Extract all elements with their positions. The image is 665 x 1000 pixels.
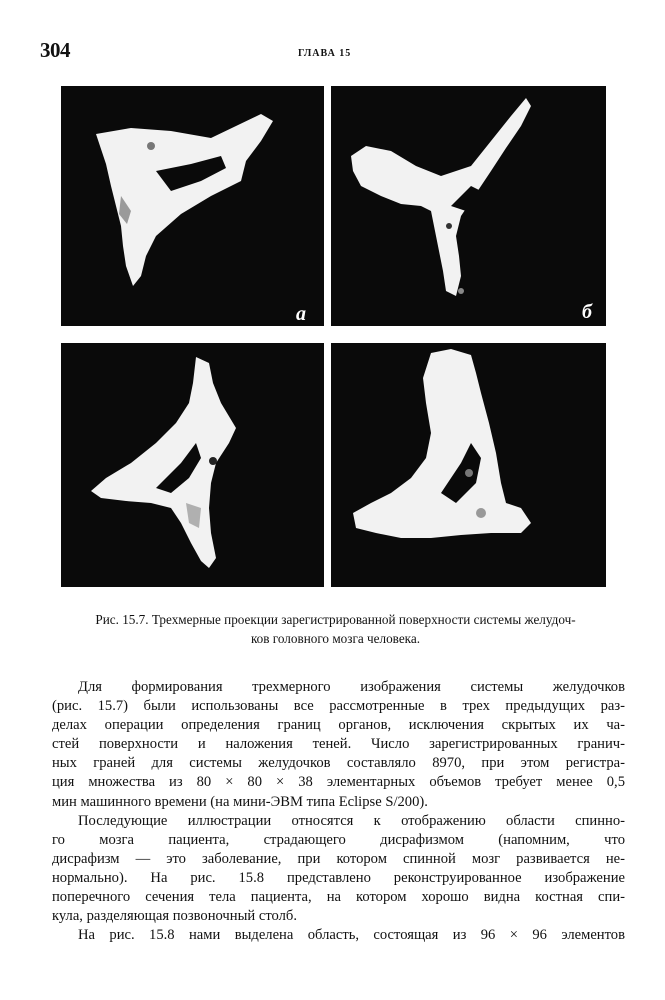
text-line: Последующие иллюстрации относятся к отображению области спинно- [78,812,625,829]
text-line: стей поверхности и наложения теней. Число зарегистрированных гранич- [52,736,625,753]
text-line: нормально). На рис. 15.8 представлено реконструированное изображение [52,869,625,886]
text-line: Для формирования трехмерного изображения системы желудочков [78,679,625,695]
caption-line: ков головного мозга человека. [250,631,421,646]
text-line: ция множества из 80 × 80 × 38 элементарных объемов требует менее 0,5 [52,774,625,791]
page-number: 304 [40,38,70,62]
paragraph [52,926,625,945]
figure-caption [48,610,623,648]
ventricle-projection-image [331,86,606,326]
text-line: дисрафизм — это заболевание, при котором спинной мозг развивается не- [52,850,625,867]
text-line: кула, разделяющая позвоночный столб. [52,908,297,925]
text-line: На рис. 15.8 нами выделена область, состоящая из 96 × 96 элементов [78,927,625,944]
panel-label-a: а [296,303,306,325]
text-line: поперечного сечения тела пациента, на котором хорошо видна костная спи- [52,889,625,906]
paragraph [52,678,625,812]
text-line: го мозга пациента, страдающего дисрафизмом (напомним, что [52,831,625,848]
figure-panel-d [331,343,606,587]
paragraph [52,812,625,927]
panel-label-b: б [582,301,592,323]
text-line: делах операции определения границ органов, исключения скрытых их ча- [52,717,625,734]
figure-panel-c [61,343,324,587]
ventricle-projection-image [331,343,606,587]
body-text [52,678,625,945]
ventricle-projection-image [61,86,324,326]
figure-panel-a [61,86,324,326]
text-line: ных граней для системы желудочков составляло 8970, при этом регистра- [52,755,625,772]
text-line: (рис. 15.7) были использованы все рассмотренные в трех предыдущих раз- [52,698,625,715]
running-head: ГЛАВА 15 [298,48,352,59]
ventricle-projection-image [61,343,324,587]
caption-line: Рис. 15.7. Трехмерные проекции зарегистрированной поверхности системы желудоч- [95,612,576,627]
figure-panel-b [331,86,606,326]
text-line: мин машинного времени (на мини-ЭВМ типа Eclipse S/200). [52,793,428,810]
